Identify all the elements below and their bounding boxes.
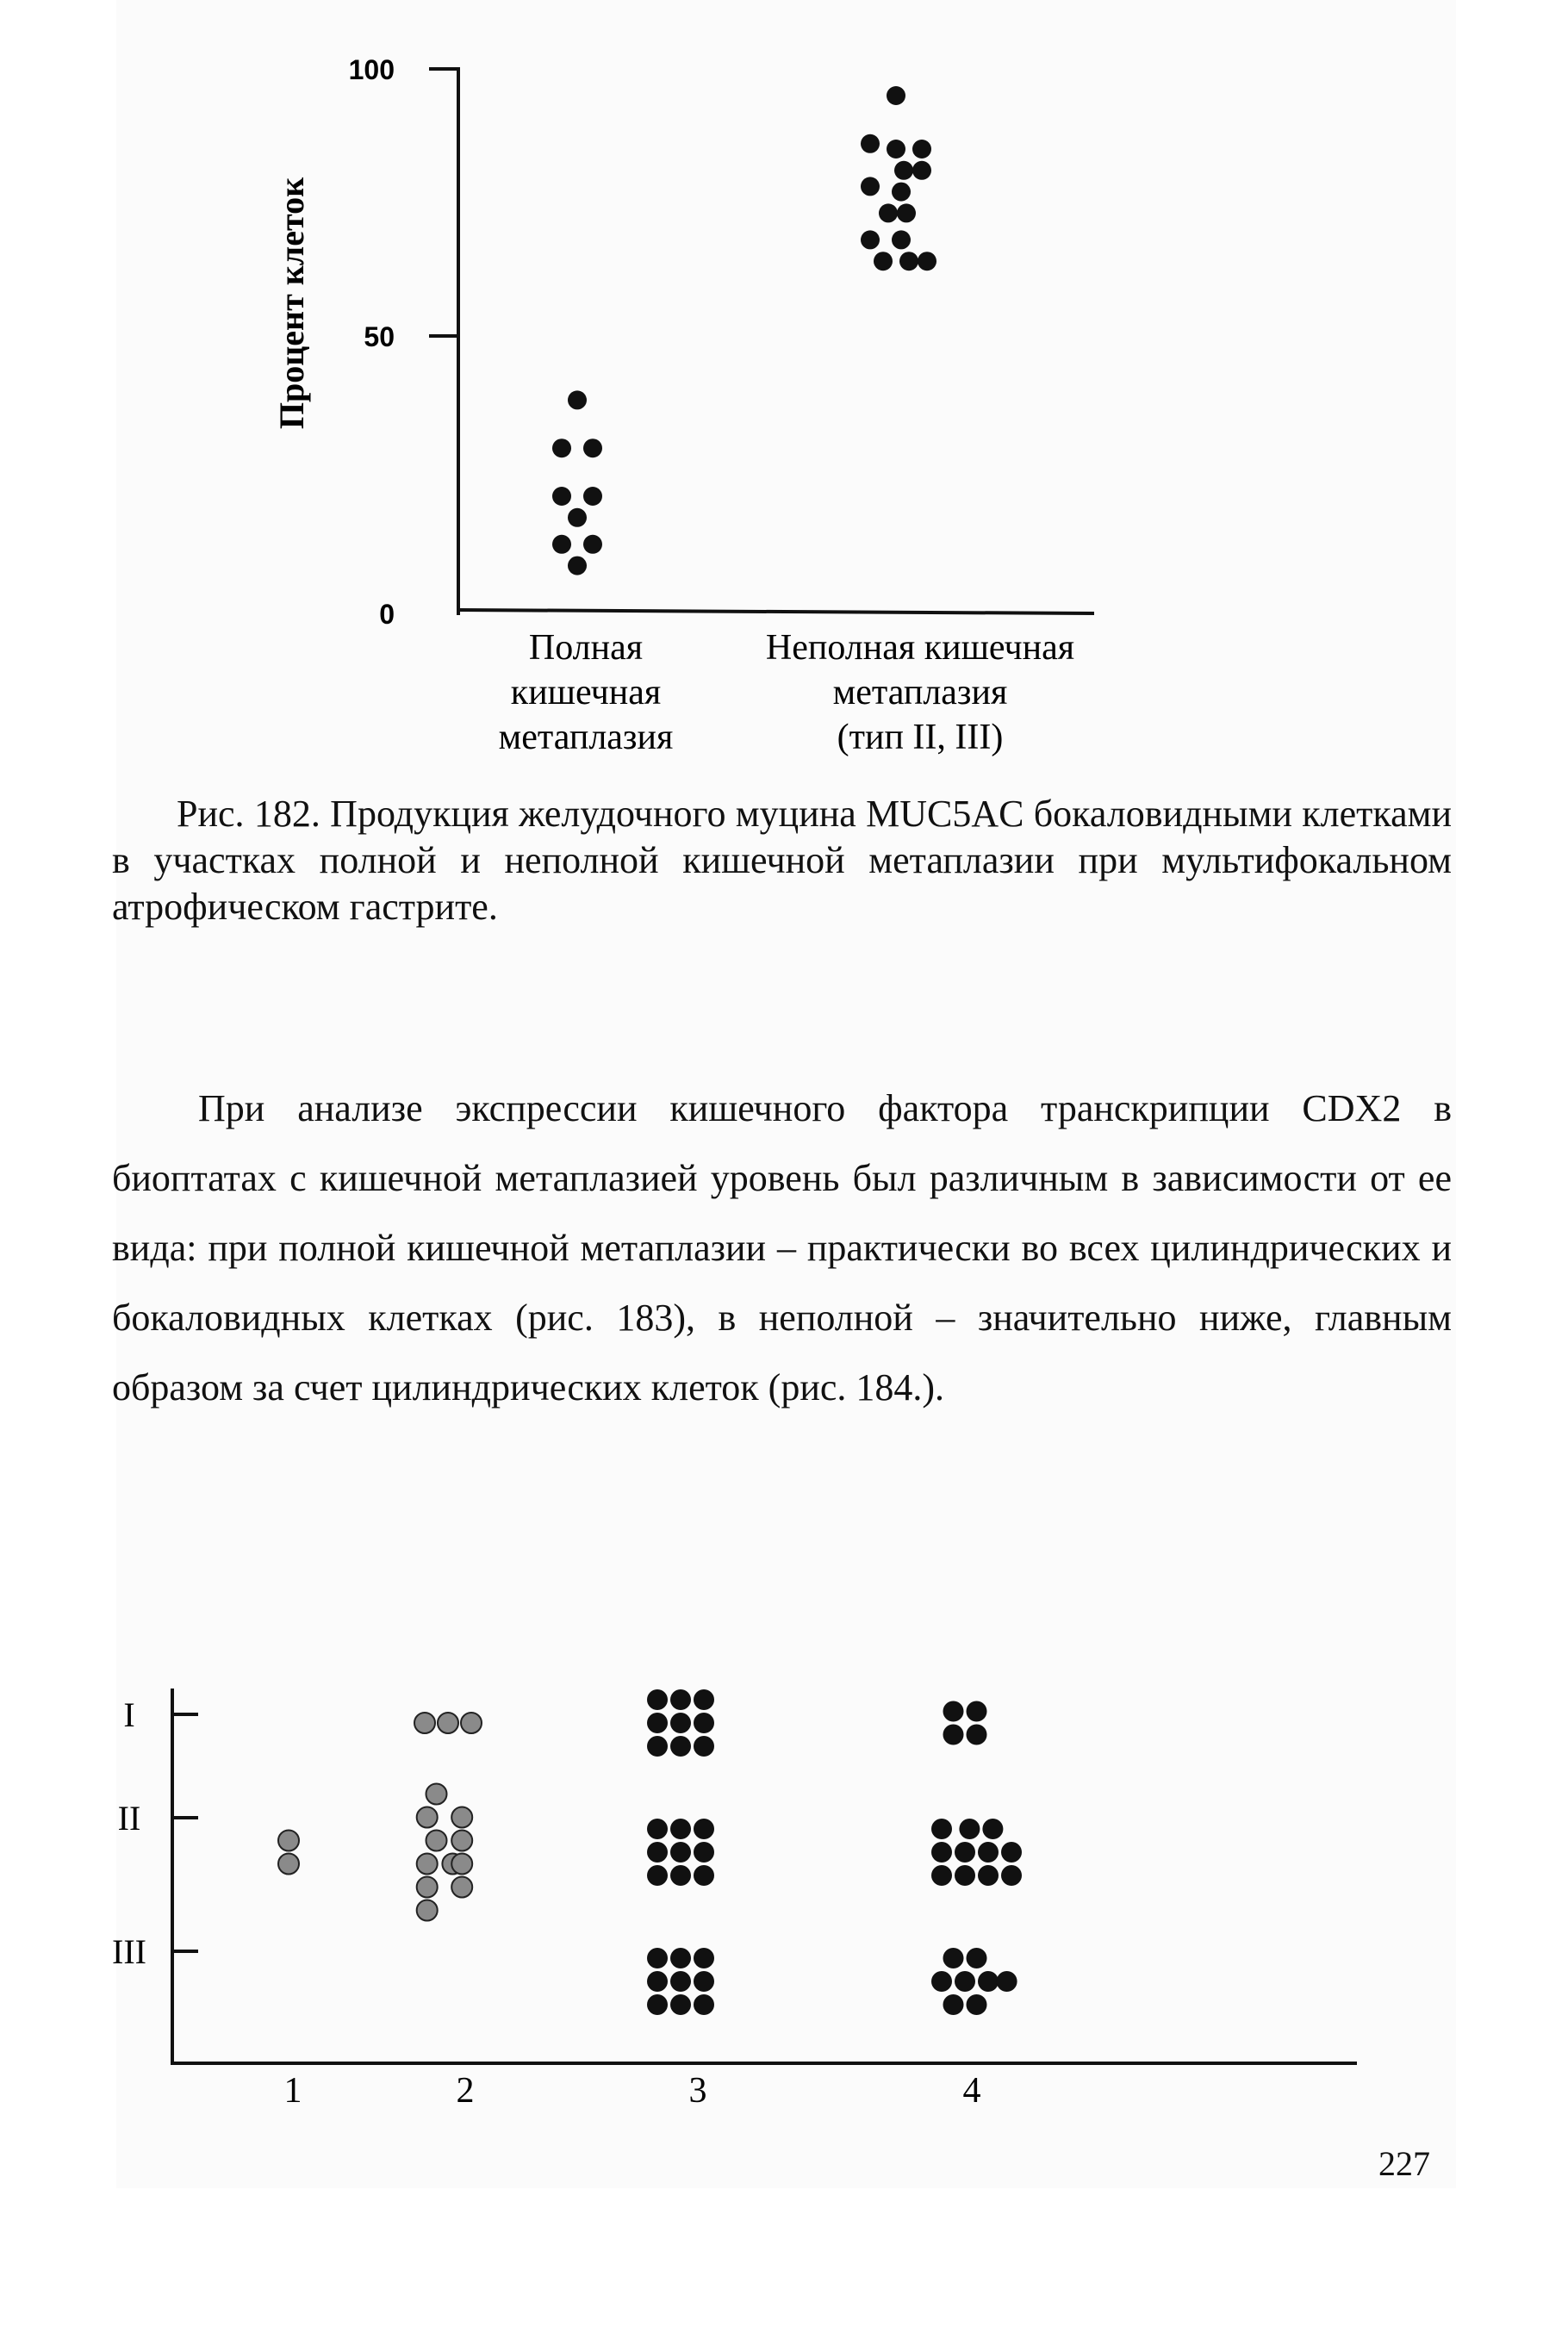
x-group-label: 3 bbox=[688, 2071, 707, 2111]
x-category-label: кишечная bbox=[510, 673, 662, 712]
x-group-label: 1 bbox=[283, 2071, 302, 2111]
cell-dot bbox=[670, 1865, 691, 1886]
cell-dot bbox=[694, 1713, 714, 1733]
cell-dot bbox=[426, 1831, 447, 1851]
cell-dot bbox=[967, 1725, 987, 1745]
cell-dot bbox=[967, 1948, 987, 1968]
cell-dot bbox=[943, 1948, 964, 1968]
cell-dot bbox=[694, 1948, 714, 1968]
x-category-label: Полная bbox=[528, 628, 644, 668]
cell-dot bbox=[931, 1842, 952, 1863]
cell-dot bbox=[670, 1842, 691, 1863]
cell-dot bbox=[417, 1877, 438, 1898]
cell-dot bbox=[670, 1994, 691, 2015]
cell-dot bbox=[694, 1842, 714, 1863]
y-axis-label: Процент клеток bbox=[272, 177, 311, 430]
caption-label: Рис. 182. bbox=[177, 793, 320, 835]
y-tick-label: 100 bbox=[348, 54, 395, 85]
cell-dot bbox=[694, 1971, 714, 1992]
cell-dot bbox=[978, 1971, 999, 1992]
cell-dot bbox=[943, 1994, 964, 2015]
caption-text: Продукция желудочного муцина MUC5AC бокаловидными клетками в участках полной и неполной кишечной метаплазии при мультифокальном атрофическом гастрите. bbox=[112, 793, 1452, 928]
cell-dot bbox=[647, 1713, 668, 1733]
cell-dot bbox=[694, 1819, 714, 1839]
cell-dot bbox=[426, 1784, 447, 1805]
x-group-label: 4 bbox=[962, 2071, 981, 2111]
cell-dot bbox=[931, 1971, 952, 1992]
cell-dot bbox=[647, 1819, 668, 1839]
body-paragraph: При анализе экспрессии кишечного фактора транскрипции CDX2 в биоптатах с кишечной метаплазией уровень был различным в зависимости от ее вида: при полной кишечной метаплазии – практически во всех цилиндрических и бокаловидных клетках (рис. 183), в неполной – значительно ниже, главным образом за счет цилиндрических клеток (рис. 184.). bbox=[112, 1087, 1452, 1409]
cell-dot bbox=[694, 1736, 714, 1757]
cell-dot bbox=[461, 1713, 482, 1733]
y-level-label: II bbox=[117, 1799, 141, 1838]
cell-dot bbox=[414, 1713, 435, 1733]
cell-dot bbox=[931, 1819, 952, 1839]
cell-dot bbox=[451, 1831, 472, 1851]
cell-dot bbox=[647, 1948, 668, 1968]
cell-dot bbox=[278, 1831, 299, 1851]
y-level-label: I bbox=[123, 1695, 135, 1734]
page-number: 227 bbox=[1378, 2144, 1430, 2183]
cell-dot bbox=[931, 1865, 952, 1886]
cell-dot bbox=[670, 1736, 691, 1757]
cell-dot bbox=[451, 1877, 472, 1898]
cell-dot bbox=[978, 1842, 999, 1863]
y-tick-label: 0 bbox=[379, 599, 395, 630]
x-category-label: (тип II, III) bbox=[837, 718, 1004, 757]
cell-dot bbox=[451, 1854, 472, 1875]
cell-dot bbox=[955, 1865, 975, 1886]
cell-dot bbox=[647, 1689, 668, 1710]
cell-dot bbox=[647, 1736, 668, 1757]
cell-dot bbox=[1001, 1842, 1022, 1863]
x-category-label: Неполная кишечная bbox=[765, 628, 1075, 668]
cell-dot bbox=[670, 1819, 691, 1839]
cell-dot bbox=[943, 1725, 964, 1745]
cell-dot bbox=[955, 1842, 975, 1863]
cell-dot bbox=[959, 1819, 980, 1839]
cell-dot bbox=[694, 1865, 714, 1886]
cell-dot bbox=[967, 1701, 987, 1722]
cell-dot bbox=[670, 1689, 691, 1710]
cell-dot bbox=[967, 1994, 987, 2015]
y-level-label: III bbox=[112, 1932, 146, 1971]
cell-dot bbox=[694, 1994, 714, 2015]
cell-dot bbox=[1001, 1865, 1022, 1886]
cell-dot bbox=[997, 1971, 1017, 1992]
cell-dot bbox=[978, 1865, 999, 1886]
cell-dot bbox=[982, 1819, 1003, 1839]
cell-dot bbox=[417, 1900, 438, 1921]
cell-dot bbox=[278, 1854, 299, 1875]
y-tick-label: 50 bbox=[364, 321, 395, 352]
cell-dot bbox=[955, 1971, 975, 1992]
cell-dot bbox=[694, 1689, 714, 1710]
cell-dot bbox=[670, 1971, 691, 1992]
cell-dot bbox=[670, 1713, 691, 1733]
cell-dot bbox=[670, 1948, 691, 1968]
x-category-label: метаплазия bbox=[832, 673, 1008, 712]
cell-dot bbox=[647, 1971, 668, 1992]
cell-dot bbox=[647, 1865, 668, 1886]
cell-dot bbox=[417, 1854, 438, 1875]
cell-dot bbox=[417, 1807, 438, 1828]
cell-dot bbox=[451, 1807, 472, 1828]
cell-dot bbox=[438, 1713, 458, 1733]
cell-dot bbox=[943, 1701, 964, 1722]
x-group-label: 2 bbox=[456, 2071, 475, 2111]
cell-dot bbox=[647, 1994, 668, 2015]
cell-dot bbox=[647, 1842, 668, 1863]
x-category-label: метаплазия bbox=[498, 718, 674, 757]
